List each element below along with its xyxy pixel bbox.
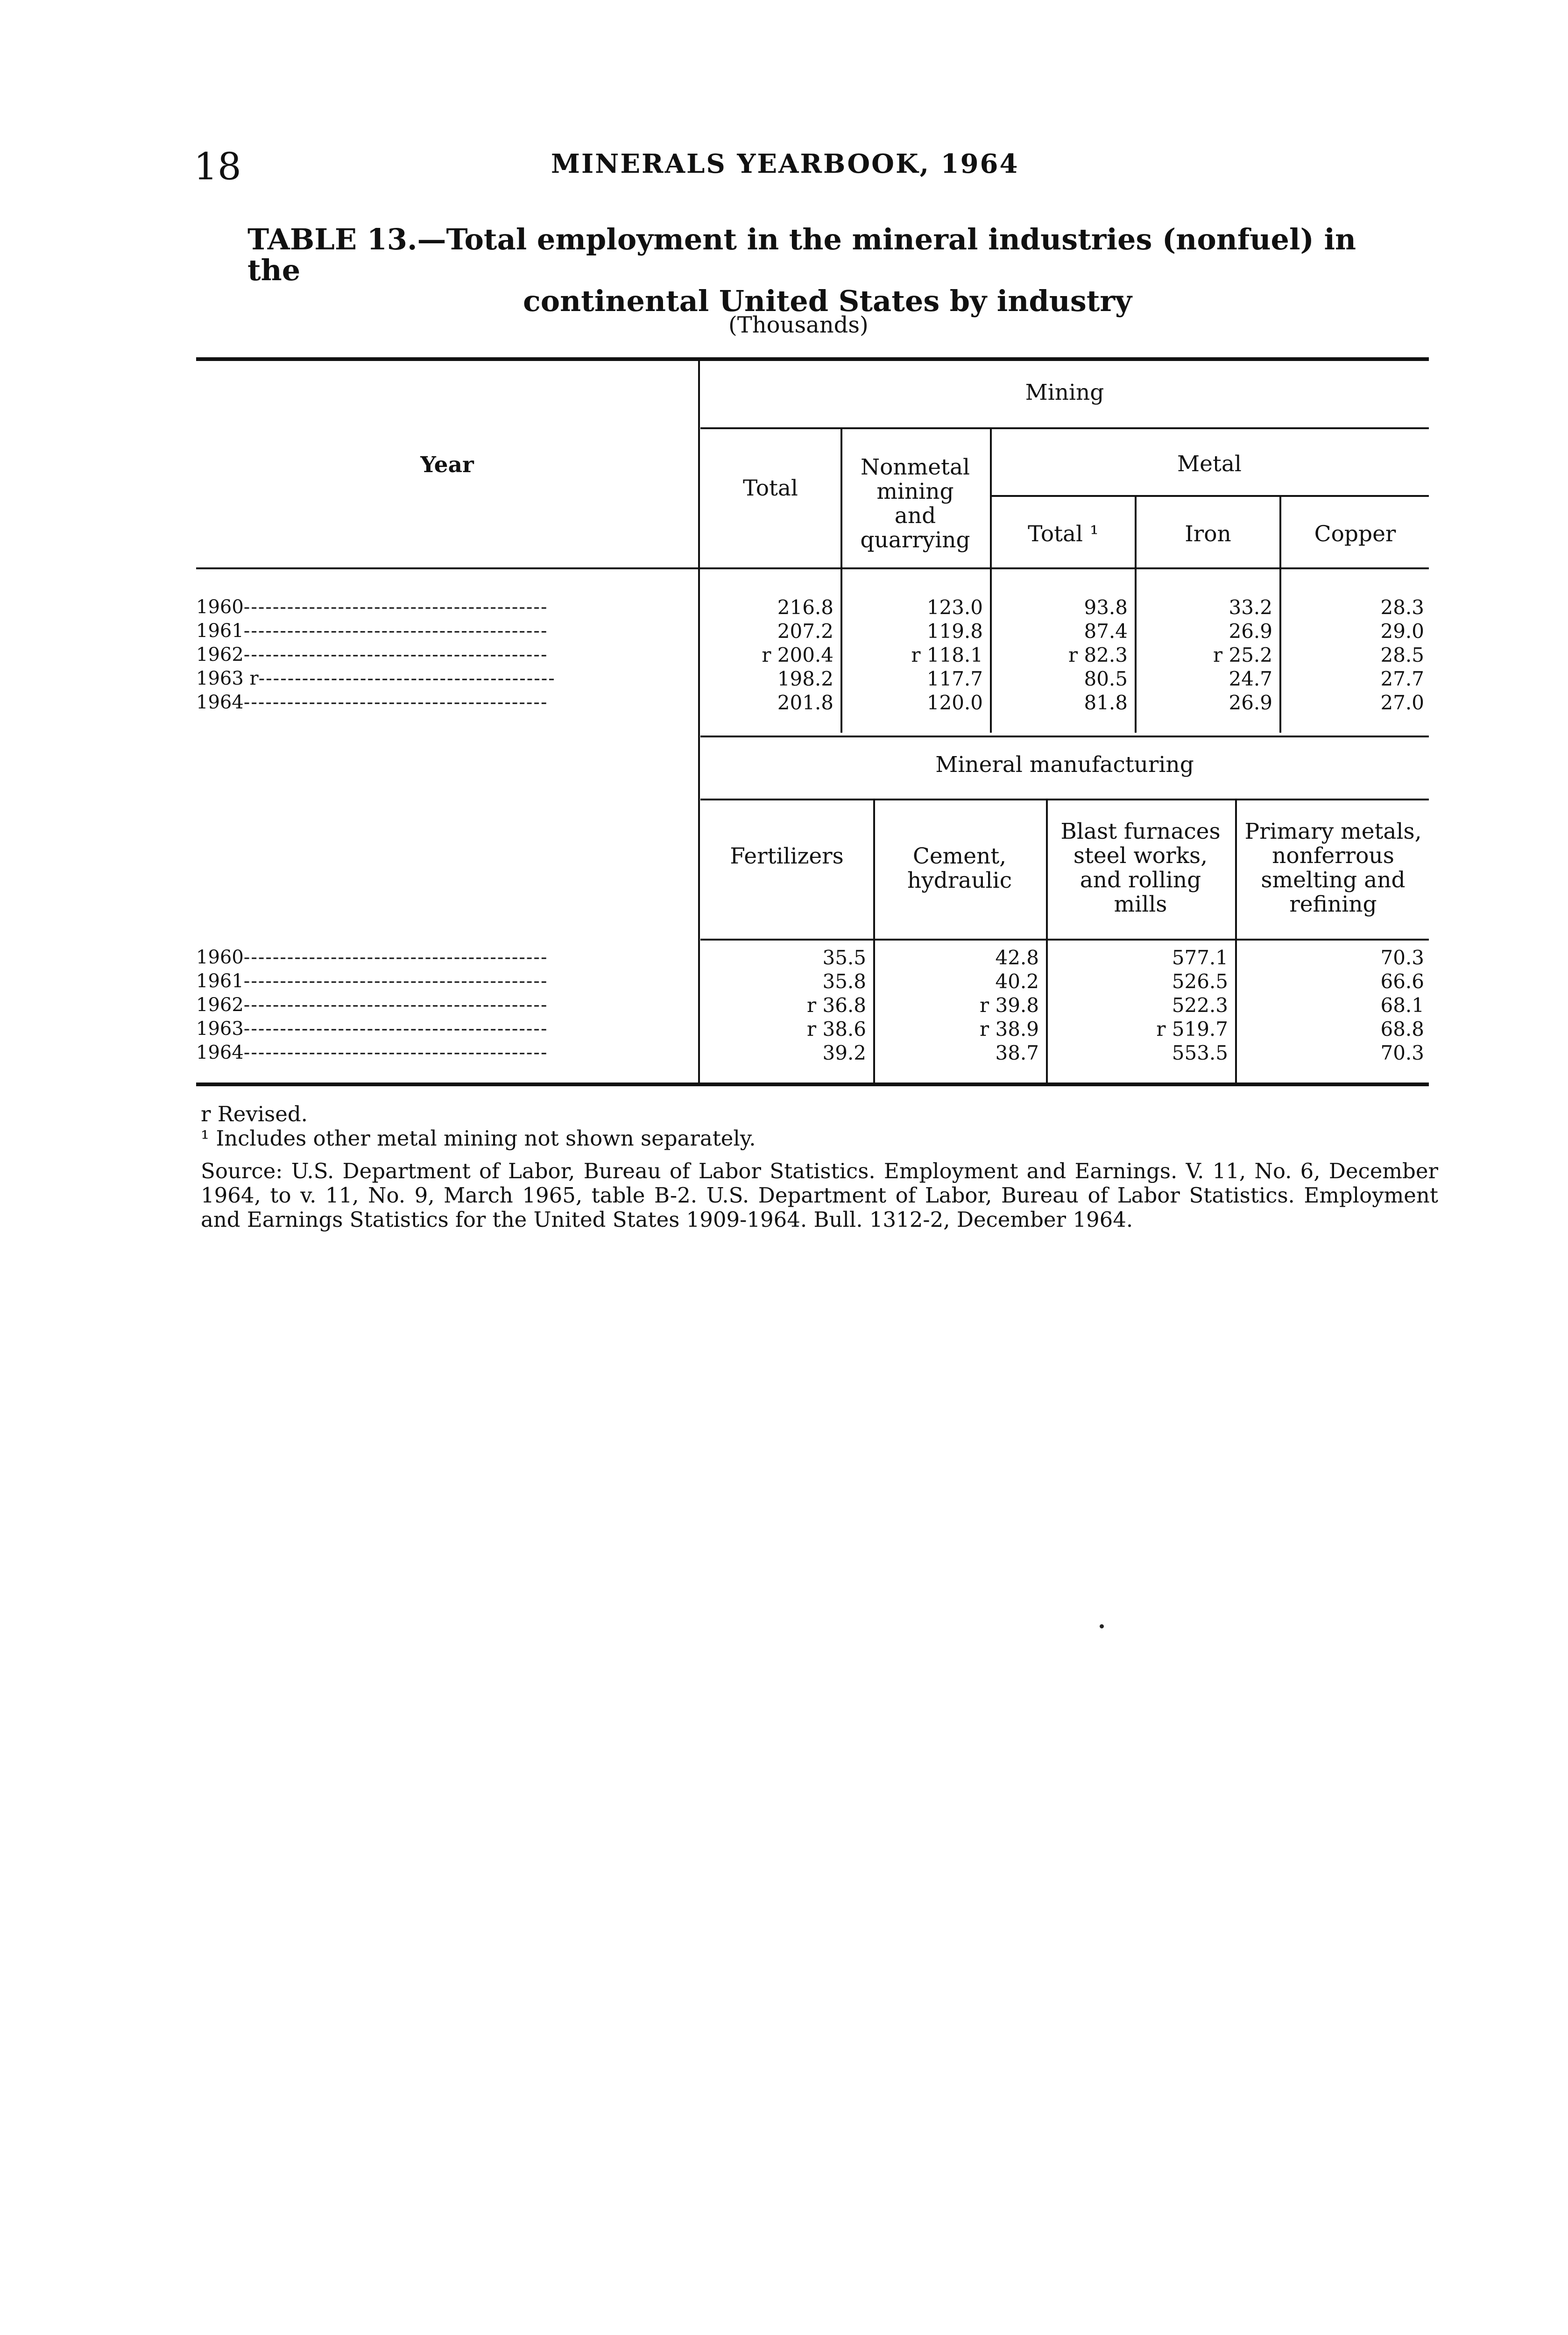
col-header-total: Total <box>743 475 798 501</box>
mfg-years <box>196 946 548 1065</box>
col-cement <box>876 946 1039 1065</box>
table-cell: 198.2 <box>777 667 833 690</box>
mining-header: Mining <box>1025 380 1104 405</box>
table-cell: 35.8 <box>822 970 866 993</box>
mfg-top-rule <box>700 736 1429 737</box>
table-cell: 70.3 <box>1380 1041 1424 1064</box>
table-cell: 70.3 <box>1380 946 1424 969</box>
table-cell: 526.5 <box>1172 970 1228 993</box>
header-bottom-rule <box>196 567 1429 569</box>
table-cell: r 200.4 <box>762 644 833 666</box>
table-bottom-rule <box>196 1083 1429 1086</box>
units-label: (Thousands) <box>728 312 869 338</box>
revised-note: r Revised. <box>201 1102 308 1126</box>
table-cell: 577.1 <box>1172 946 1228 969</box>
table-notes <box>201 1102 1438 1232</box>
header-rule-metal <box>990 495 1429 497</box>
footnote-1: ¹ Includes other metal mining not shown separately. <box>201 1126 756 1151</box>
table-cell: 68.1 <box>1380 994 1424 1017</box>
year-row: 1964------------------------------------------ <box>196 692 548 713</box>
year-row: 1961------------------------------------------ <box>196 620 548 642</box>
table-cell: 87.4 <box>1084 620 1128 643</box>
col-header-primary-metals: Primary metals, nonferrous smelting and refining <box>1244 819 1422 917</box>
table-cell: 201.8 <box>777 691 833 714</box>
mining-years <box>196 595 556 715</box>
table-cell: 522.3 <box>1172 994 1228 1017</box>
year-row: 1963------------------------------------------ <box>196 1018 548 1040</box>
table-title <box>247 224 1368 317</box>
mfg-divider-3 <box>1235 800 1237 1083</box>
col-nonmetal <box>843 595 983 715</box>
table-title-line1: TABLE 13.—Total employment in the mineral industries (nonfuel) in the <box>247 222 1356 287</box>
table-cell: 120.0 <box>926 691 983 714</box>
mfg-divider-2 <box>1046 800 1048 1083</box>
stray-mark <box>1100 1624 1104 1628</box>
table-cell: 40.2 <box>995 970 1039 993</box>
table-cell: 81.8 <box>1084 691 1128 714</box>
col-total <box>700 595 833 715</box>
mfg-header-bottom-rule <box>700 939 1429 941</box>
col-fertilizers <box>700 946 866 1065</box>
table-cell: 117.7 <box>926 667 983 690</box>
table-cell: r 38.9 <box>980 1018 1039 1040</box>
col-header-cement: Cement, hydraulic <box>907 843 1012 893</box>
table-cell: r 25.2 <box>1213 644 1272 666</box>
table-cell: 39.2 <box>822 1041 866 1064</box>
table-cell: 123.0 <box>926 596 983 619</box>
col-copper <box>1282 595 1424 715</box>
table-cell: 27.7 <box>1380 667 1424 690</box>
col-blast-furnaces <box>1048 946 1228 1065</box>
col-header-fertilizers: Fertilizers <box>730 843 844 869</box>
table-cell: 42.8 <box>995 946 1039 969</box>
table-cell: 28.5 <box>1380 644 1424 666</box>
table-cell: 27.0 <box>1380 691 1424 714</box>
table-cell: 119.8 <box>926 620 983 643</box>
source-note: Source: U.S. Department of Labor, Bureau of Labor Statistics. Employment and Earnings. V. 11, No. 6, December 1964, to v. 11, No. 9, March 1965, table B-2. U.S. Department of Labor, Bureau of Labor Statistics. Employment and Earnings Statistics for the United States 1909-1964. Bull. 1312-2, December 1964. <box>201 1159 1438 1232</box>
year-row: 1960------------------------------------------ <box>196 596 548 618</box>
col-header-copper: Copper <box>1314 521 1396 547</box>
year-divider <box>698 361 700 1083</box>
col-metal-total <box>992 595 1128 715</box>
metal-header: Metal <box>1177 451 1242 477</box>
running-head: MINERALS YEARBOOK, 1964 <box>551 149 1019 179</box>
table-cell: 80.5 <box>1084 667 1128 690</box>
mineral-mfg-header: Mineral manufacturing <box>935 752 1194 778</box>
col-divider-1 <box>841 429 842 733</box>
year-row: 1963 r----------------------------------------- <box>196 668 556 689</box>
mfg-header-rule <box>700 799 1429 800</box>
table-cell: r 36.8 <box>807 994 866 1017</box>
table-cell: 28.3 <box>1380 596 1424 619</box>
col-primary-metals <box>1237 946 1424 1065</box>
header-rule-mining <box>700 427 1429 429</box>
table-cell: 26.9 <box>1229 691 1272 714</box>
table-cell: r 38.6 <box>807 1018 866 1040</box>
table-top-rule <box>196 357 1429 361</box>
year-row: 1960------------------------------------------ <box>196 947 548 968</box>
table-cell: 93.8 <box>1084 596 1128 619</box>
table-cell: r 82.3 <box>1068 644 1128 666</box>
mfg-divider-1 <box>873 800 875 1083</box>
year-header: Year <box>420 452 474 478</box>
table-cell: r 39.8 <box>980 994 1039 1017</box>
col-header-metal-total: Total ¹ <box>1028 521 1099 547</box>
table-cell: 207.2 <box>777 620 833 643</box>
table-cell: 26.9 <box>1229 620 1272 643</box>
table-cell: 38.7 <box>995 1041 1039 1064</box>
table-cell: 24.7 <box>1229 667 1272 690</box>
col-header-iron: Iron <box>1185 521 1231 547</box>
year-row: 1964------------------------------------------ <box>196 1042 548 1063</box>
col-header-nonmetal: Nonmetal mining and quarrying <box>860 454 970 553</box>
year-row: 1962------------------------------------------ <box>196 994 548 1016</box>
table-cell: 216.8 <box>777 596 833 619</box>
table-cell: r 118.1 <box>911 644 983 666</box>
table-cell: r 519.7 <box>1156 1018 1228 1040</box>
table-title-line2: continental United States by industry <box>523 284 1132 318</box>
table-cell: 66.6 <box>1380 970 1424 993</box>
col-iron <box>1137 595 1272 715</box>
table-cell: 68.8 <box>1380 1018 1424 1040</box>
table-cell: 29.0 <box>1380 620 1424 643</box>
table-cell: 35.5 <box>822 946 866 969</box>
table-cell: 33.2 <box>1229 596 1272 619</box>
page-number: 18 <box>194 145 241 188</box>
col-header-blast-furnaces: Blast furnaces steel works, and rolling mills <box>1060 819 1221 917</box>
year-row: 1962------------------------------------------ <box>196 644 548 665</box>
table-cell: 553.5 <box>1172 1041 1228 1064</box>
year-row: 1961------------------------------------------ <box>196 970 548 992</box>
